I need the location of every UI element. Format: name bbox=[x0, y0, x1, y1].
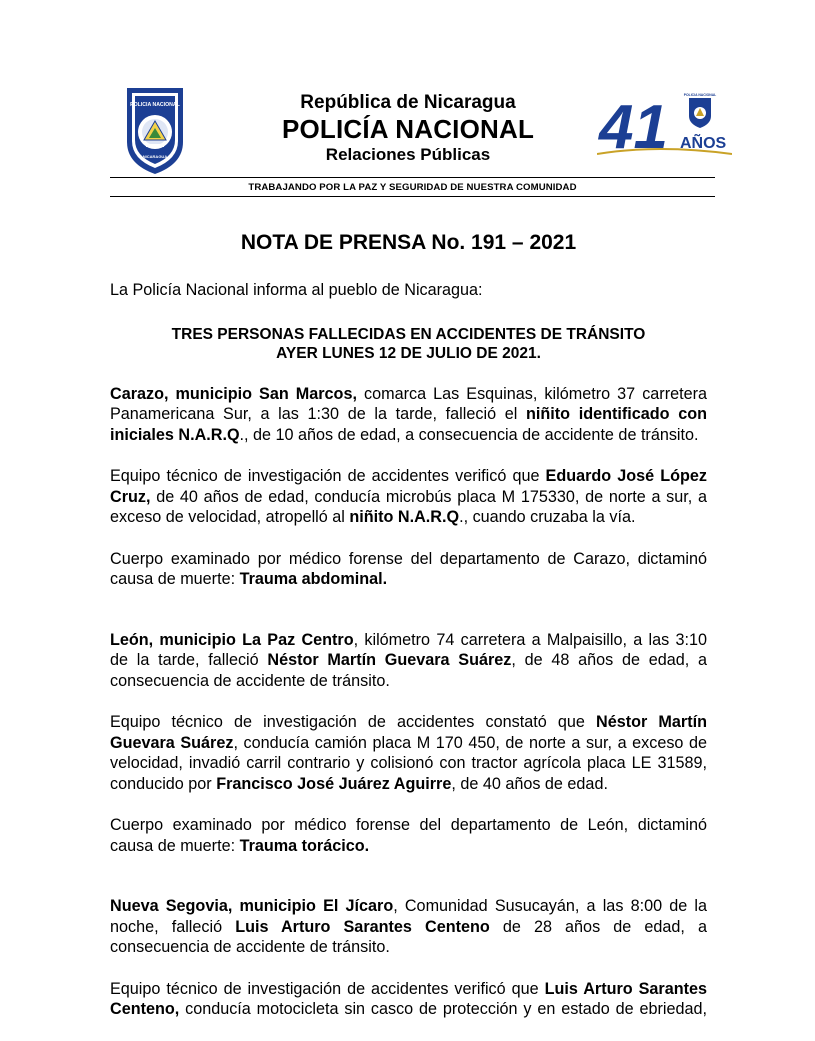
anniversary-word: AÑOS bbox=[680, 135, 727, 152]
country-name: República de Nicaragua bbox=[300, 92, 516, 113]
paragraph-leon-investigation: Equipo técnico de investigación de accidentes constató que Néstor Martín Guevara Suárez, conducía camión placa M 170 450, de norte a sur, a exceso de velocidad, invadió carril contrario y colisionó con tractor agrícola placa LE 31589, conducido por Francisco José Juárez Aguirre, de 40 años de edad. bbox=[110, 713, 707, 793]
anniversary-41-logo-icon bbox=[597, 92, 732, 160]
police-shield-logo-icon bbox=[124, 84, 186, 176]
logo-right-badge-text: POLICIA NACIONAL bbox=[683, 93, 717, 97]
headline-line-1: TRES PERSONAS FALLECIDAS EN ACCIDENTES DE TRÁNSITO bbox=[171, 325, 646, 343]
institution-name: POLICÍA NACIONAL bbox=[281, 114, 535, 144]
paragraph-leon-incident: León, municipio La Paz Centro, kilómetro 74 carretera a Malpaisillo, a las 3:10 de la tarde, falleció Néstor Martín Guevara Suárez, de 48 años de edad, a consecuencia de accidente de tránsito. bbox=[110, 630, 707, 690]
letterhead bbox=[0, 0, 815, 200]
motto: TRABAJANDO POR LA PAZ Y SEGURIDAD DE NUESTRA COMUNIDAD bbox=[248, 182, 577, 193]
headline-line-2: AYER LUNES 12 DE JULIO DE 2021. bbox=[276, 345, 541, 362]
anniversary-number: 41 bbox=[599, 93, 668, 160]
department-name: Relaciones Públicas bbox=[325, 145, 491, 164]
logo-left-bottom-text: NICARAGUA bbox=[142, 154, 168, 159]
bottom-rule bbox=[110, 196, 715, 197]
letterhead-title bbox=[240, 92, 576, 166]
paragraph-nueva-segovia-incident: Nueva Segovia, municipio El Jícaro, Comunidad Susucayán, a las 8:00 de la noche, falleció Luis Arturo Sarantes Centeno de 28 años de edad, a consecuencia de accidente de tránsito. bbox=[110, 897, 707, 956]
paragraph-carazo-incident: Carazo, municipio San Marcos, comarca Las Esquinas, kilómetro 37 carretera Panamericana Sur, a las 1:30 de la tarde, falleció el niñito identificado con iniciales N.A.R.Q., de 10 años de edad, a consecuencia de accidente de tránsito. bbox=[110, 384, 708, 444]
paragraph-carazo-forensic: Cuerpo examinado por médico forense del departamento de Carazo, dictaminó causa de muerte: Trauma abdominal. bbox=[110, 549, 707, 588]
paragraph-leon-forensic: Cuerpo examinado por médico forense del departamento de León, dictaminó causa de muerte: Trauma torácico. bbox=[110, 816, 707, 855]
paragraph-carazo-investigation: Equipo técnico de investigación de accidentes verificó que Eduardo José López Cruz, de 40 años de edad, conducía microbús placa M 175330, de norte a sur, a exceso de velocidad, atropelló al niñito N.A.R.Q., cuando cruzaba la vía. bbox=[110, 467, 707, 526]
press-release-heading: NOTA DE PRENSA No. 191 – 2021 bbox=[240, 231, 577, 254]
top-rule bbox=[110, 177, 715, 178]
intro-line: La Policía Nacional informa al pueblo de Nicaragua: bbox=[110, 281, 483, 299]
logo-left-top-text: POLICIA NACIONAL bbox=[130, 102, 180, 108]
headline bbox=[110, 325, 707, 364]
press-release-body bbox=[110, 230, 707, 1041]
paragraph-nueva-segovia-investigation: Equipo técnico de investigación de accidentes verificó que Luis Arturo Sarantes Centeno, conducía motocicleta sin casco de protección y en estado de ebriedad, bbox=[110, 979, 707, 1018]
